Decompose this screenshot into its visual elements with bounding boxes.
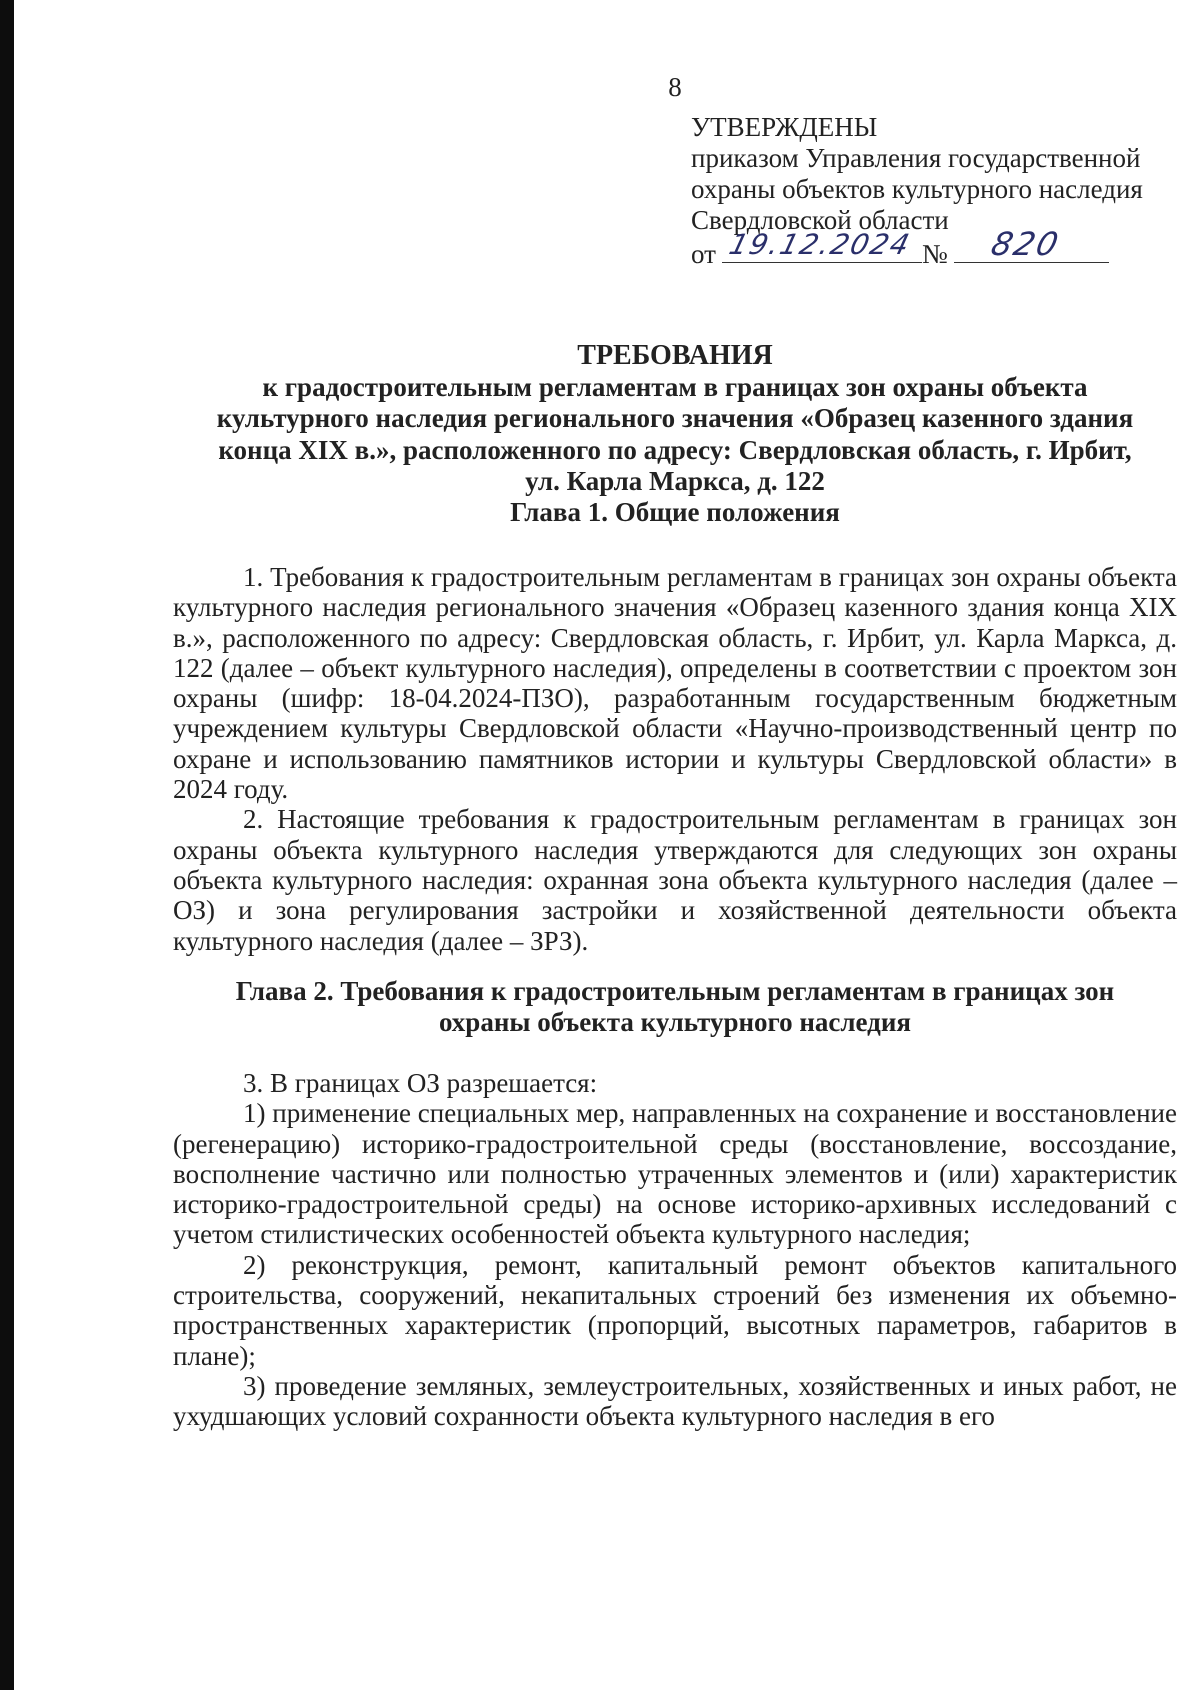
approval-line: Свердловской области — [691, 205, 949, 235]
title-subline: к градостроительным регламентам в границах зон охраны объекта — [262, 371, 1088, 402]
document-title — [170, 340, 1180, 498]
approval-date-line — [691, 225, 1181, 270]
title-subline: ул. Карла Маркса, д. 122 — [525, 466, 825, 496]
handwritten-number: 820 — [987, 225, 1064, 263]
date-blank — [722, 228, 922, 263]
number-blank — [954, 225, 1109, 263]
chapter-1-heading: Глава 1. Общие положения — [510, 497, 840, 527]
scan-edge — [0, 0, 14, 1690]
chapter-2-body — [173, 1068, 1177, 1432]
approval-block — [691, 112, 1181, 270]
handwritten-date: 19.12.2024 — [725, 228, 915, 261]
paragraph: 3. В границах ОЗ разрешается: — [243, 1068, 598, 1098]
approval-line: охраны объектов культурного наследия — [691, 174, 1143, 204]
title-main: ТРЕБОВАНИЯ — [577, 340, 773, 371]
chapter-1-body — [173, 562, 1177, 956]
title-subline: конца XIX в.», расположенного по адресу: Свердловская область, г. Ирбит, — [218, 434, 1132, 465]
approval-line: приказом Управления государственной — [691, 143, 1141, 173]
paragraph: 2) реконструкция, ремонт, капитальный ремонт объектов капитального строительства, сооружений, некапитальных строений без изменения их объемно-пространственных характеристик (пропорций, высотных параметров, габаритов в плане); — [173, 1249, 1177, 1371]
approval-heading: УТВЕРЖДЕНЫ — [691, 112, 878, 142]
paragraph: 1. Требования к градостроительным регламентам в границах зон охраны объекта культурного наследия регионального значения «Образец казенного здания конца XIX в.», расположенного по адресу: Свердловская область, г. Ирбит, ул. Карла Маркса, д. 122 (далее – объект культурного наследия), определены в соответствии с проектом зон охраны (шифр: 18-04.2024-ПЗО), разработанным государственным бюджетным учреждением культуры Свердловской области «Научно-производственный центр по охране и использованию памятников истории и культуры Свердловской области» в 2024 году. — [173, 562, 1177, 805]
chapter-2-heading-line: Глава 2. Требования к градостроительным регламентам в границах зон — [235, 976, 1115, 1006]
chapter-2-heading — [170, 976, 1180, 1038]
page-number: 8 — [668, 72, 682, 102]
number-sign: № — [921, 239, 948, 269]
title-subline: культурного наследия регионального значения «Образец казенного здания — [216, 403, 1134, 433]
date-prefix: от — [691, 239, 716, 269]
paragraph: 3) проведение земляных, землеустроительных, хозяйственных и иных работ, не ухудшающих условий сохранности объекта культурного наследия в его — [173, 1370, 1177, 1432]
paragraph: 2. Настоящие требования к градостроительным регламентам в границах зон охраны объекта культурного наследия утверждаются для следующих зон охраны объекта культурного наследия: охранная зона объекта культурного наследия (далее – ОЗ) и зона регулирования застройки и хозяйственной деятельности объекта культурного наследия (далее – ЗРЗ). — [173, 804, 1177, 956]
chapter-2-heading-line: охраны объекта культурного наследия — [438, 1007, 912, 1037]
paragraph: 1) применение специальных мер, направленных на сохранение и восстановление (регенерацию) историко-градостроительной среды (восстановление, воссоздание, восполнение частично или полностью утраченных элементов и (или) характеристик историко-градостроительной среды) на основе историко-архивных исследований с учетом стилистических особенностей объекта культурного наследия; — [173, 1098, 1177, 1250]
